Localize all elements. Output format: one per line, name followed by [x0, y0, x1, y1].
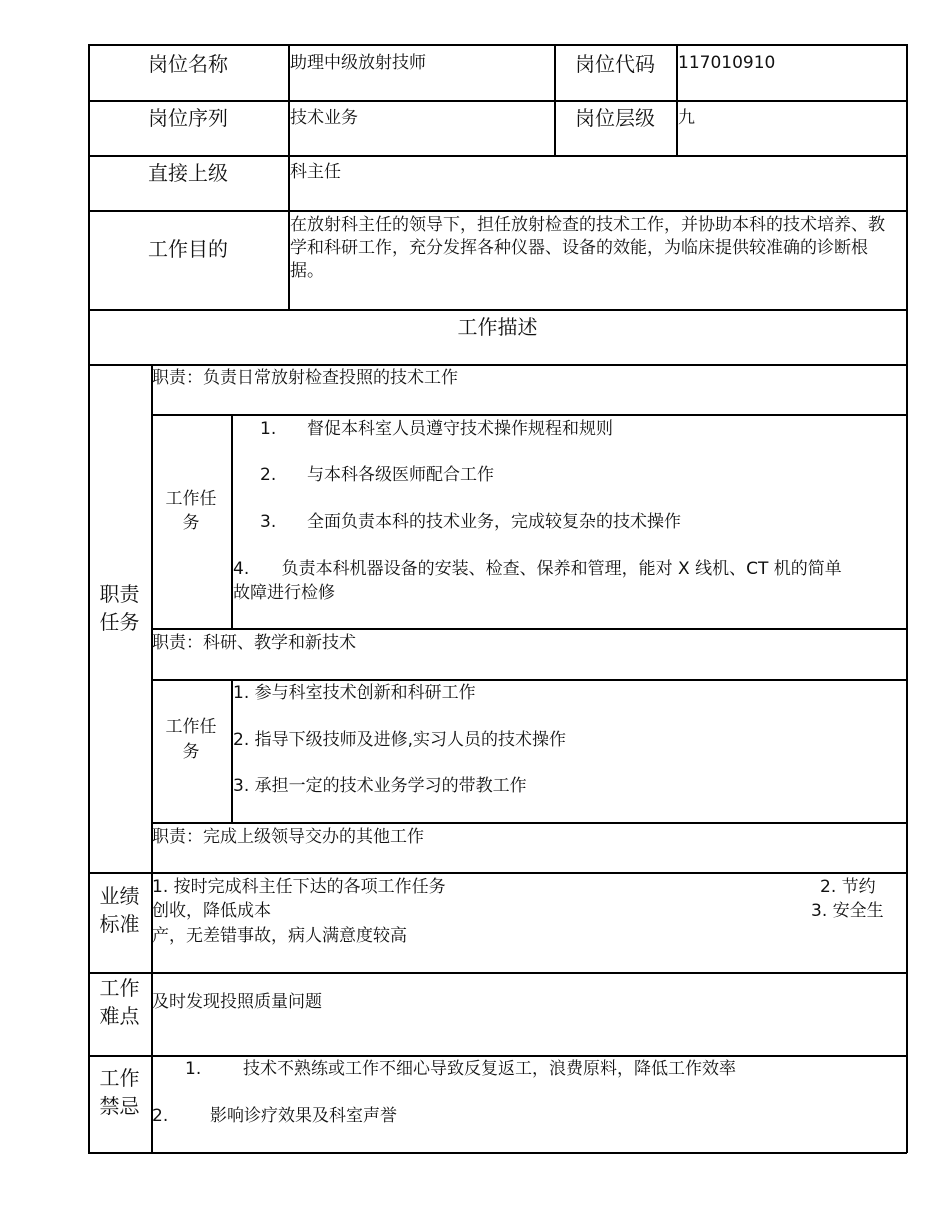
task-label-2a: 工作任 — [165, 717, 217, 737]
rule — [88, 1152, 907, 1154]
duties-section-label-1: 职责 — [99, 582, 140, 606]
position-name-label: 岗位名称 — [148, 52, 228, 76]
position-code-value: 117010910 — [678, 53, 776, 73]
duty-2-task-3: 3. 承担一定的技术业务学习的带教工作 — [233, 776, 527, 796]
purpose-value: 在放射科主任的领导下，担任放射检查的技术工作，并协助本科的技术培养、教学和科研工作，充分发挥各种仪器、设备的效能，为临床提供较准确的诊断根据。 — [290, 215, 885, 281]
rule — [151, 628, 907, 630]
position-series-label: 岗位序列 — [148, 106, 228, 130]
performance-line-1-left: 1. 按时完成科主任下达的各项工作任务 — [152, 877, 446, 897]
rule — [151, 414, 907, 416]
purpose-label: 工作目的 — [148, 237, 228, 261]
performance-label-1: 业绩 — [99, 884, 140, 908]
rule — [88, 44, 907, 46]
taboo-item-1-number: 1. — [185, 1059, 202, 1079]
rule — [88, 1055, 907, 1057]
taboo-label-2: 禁忌 — [99, 1094, 140, 1118]
rule — [88, 872, 907, 874]
duty-2-task-2: 2. 指导下级技师及进修,实习人员的技术操作 — [233, 730, 567, 750]
position-level-value: 九 — [678, 108, 695, 128]
position-series-value: 技术业务 — [290, 108, 358, 128]
taboo-item-2-number: 2. — [152, 1106, 169, 1126]
duty-2-title: 职责：科研、教学和新技术 — [152, 633, 356, 653]
duty-1-task-3-number: 3. — [260, 512, 277, 532]
position-name-value: 助理中级放射技师 — [290, 53, 426, 73]
task-label-1b: 务 — [182, 513, 200, 533]
rule — [88, 364, 907, 366]
position-code-label: 岗位代码 — [575, 52, 655, 76]
difficulty-text: 及时发现投照质量问题 — [152, 992, 322, 1012]
superior-value: 科主任 — [290, 162, 341, 182]
duties-section-label-2: 任务 — [99, 610, 140, 634]
duty-1-title: 职责：负责日常放射检查投照的技术工作 — [152, 368, 458, 388]
taboo-item-1: 技术不熟练或工作不细心导致反复返工，浪费原料，降低工作效率 — [243, 1059, 736, 1079]
taboo-item-2: 影响诊疗效果及科室声誉 — [210, 1106, 397, 1126]
rule — [88, 972, 907, 974]
duty-1-task-1: 督促本科室人员遵守技术操作规程和规则 — [307, 419, 613, 439]
duty-1-task-2-number: 2. — [260, 465, 277, 485]
performance-line-1-right: 2. 节约 — [820, 877, 876, 897]
duty-1-task-1-number: 1. — [260, 419, 277, 439]
rule — [88, 210, 907, 212]
duty-1-task-2: 与本科各级医师配合工作 — [307, 465, 494, 485]
position-level-label: 岗位层级 — [575, 106, 655, 130]
duty-1-task-4-line-1: 4. 负责本科机器设备的安装、检查、保养和管理，能对 X 线机、CT 机的简单 — [233, 559, 842, 579]
difficulty-label-1: 工作 — [99, 976, 140, 1000]
rule — [88, 309, 907, 311]
task-label-1a: 工作任 — [165, 489, 217, 509]
duty-3-title: 职责：完成上级领导交办的其他工作 — [152, 827, 424, 847]
performance-line-3: 产，无差错事故，病人满意度较高 — [152, 926, 407, 946]
duty-1-task-3: 全面负责本科的技术业务，完成较复杂的技术操作 — [307, 512, 681, 532]
rule — [88, 155, 907, 157]
task-label-2b: 务 — [182, 742, 200, 762]
performance-line-2-left: 创收，降低成本 — [152, 901, 271, 921]
taboo-label-1: 工作 — [99, 1066, 140, 1090]
duty-1-task-4-line-2: 故障进行检修 — [233, 583, 335, 603]
difficulty-label-2: 难点 — [99, 1004, 140, 1028]
rule — [151, 822, 907, 824]
rule — [151, 679, 907, 681]
rule — [906, 44, 908, 1153]
duty-2-task-1: 1. 参与科室技术创新和科研工作 — [233, 683, 476, 703]
rule — [88, 100, 907, 102]
performance-label-2: 标准 — [99, 912, 140, 936]
description-title: 工作描述 — [457, 315, 538, 339]
performance-line-2-right: 3. 安全生 — [811, 901, 884, 921]
superior-label: 直接上级 — [148, 161, 228, 185]
